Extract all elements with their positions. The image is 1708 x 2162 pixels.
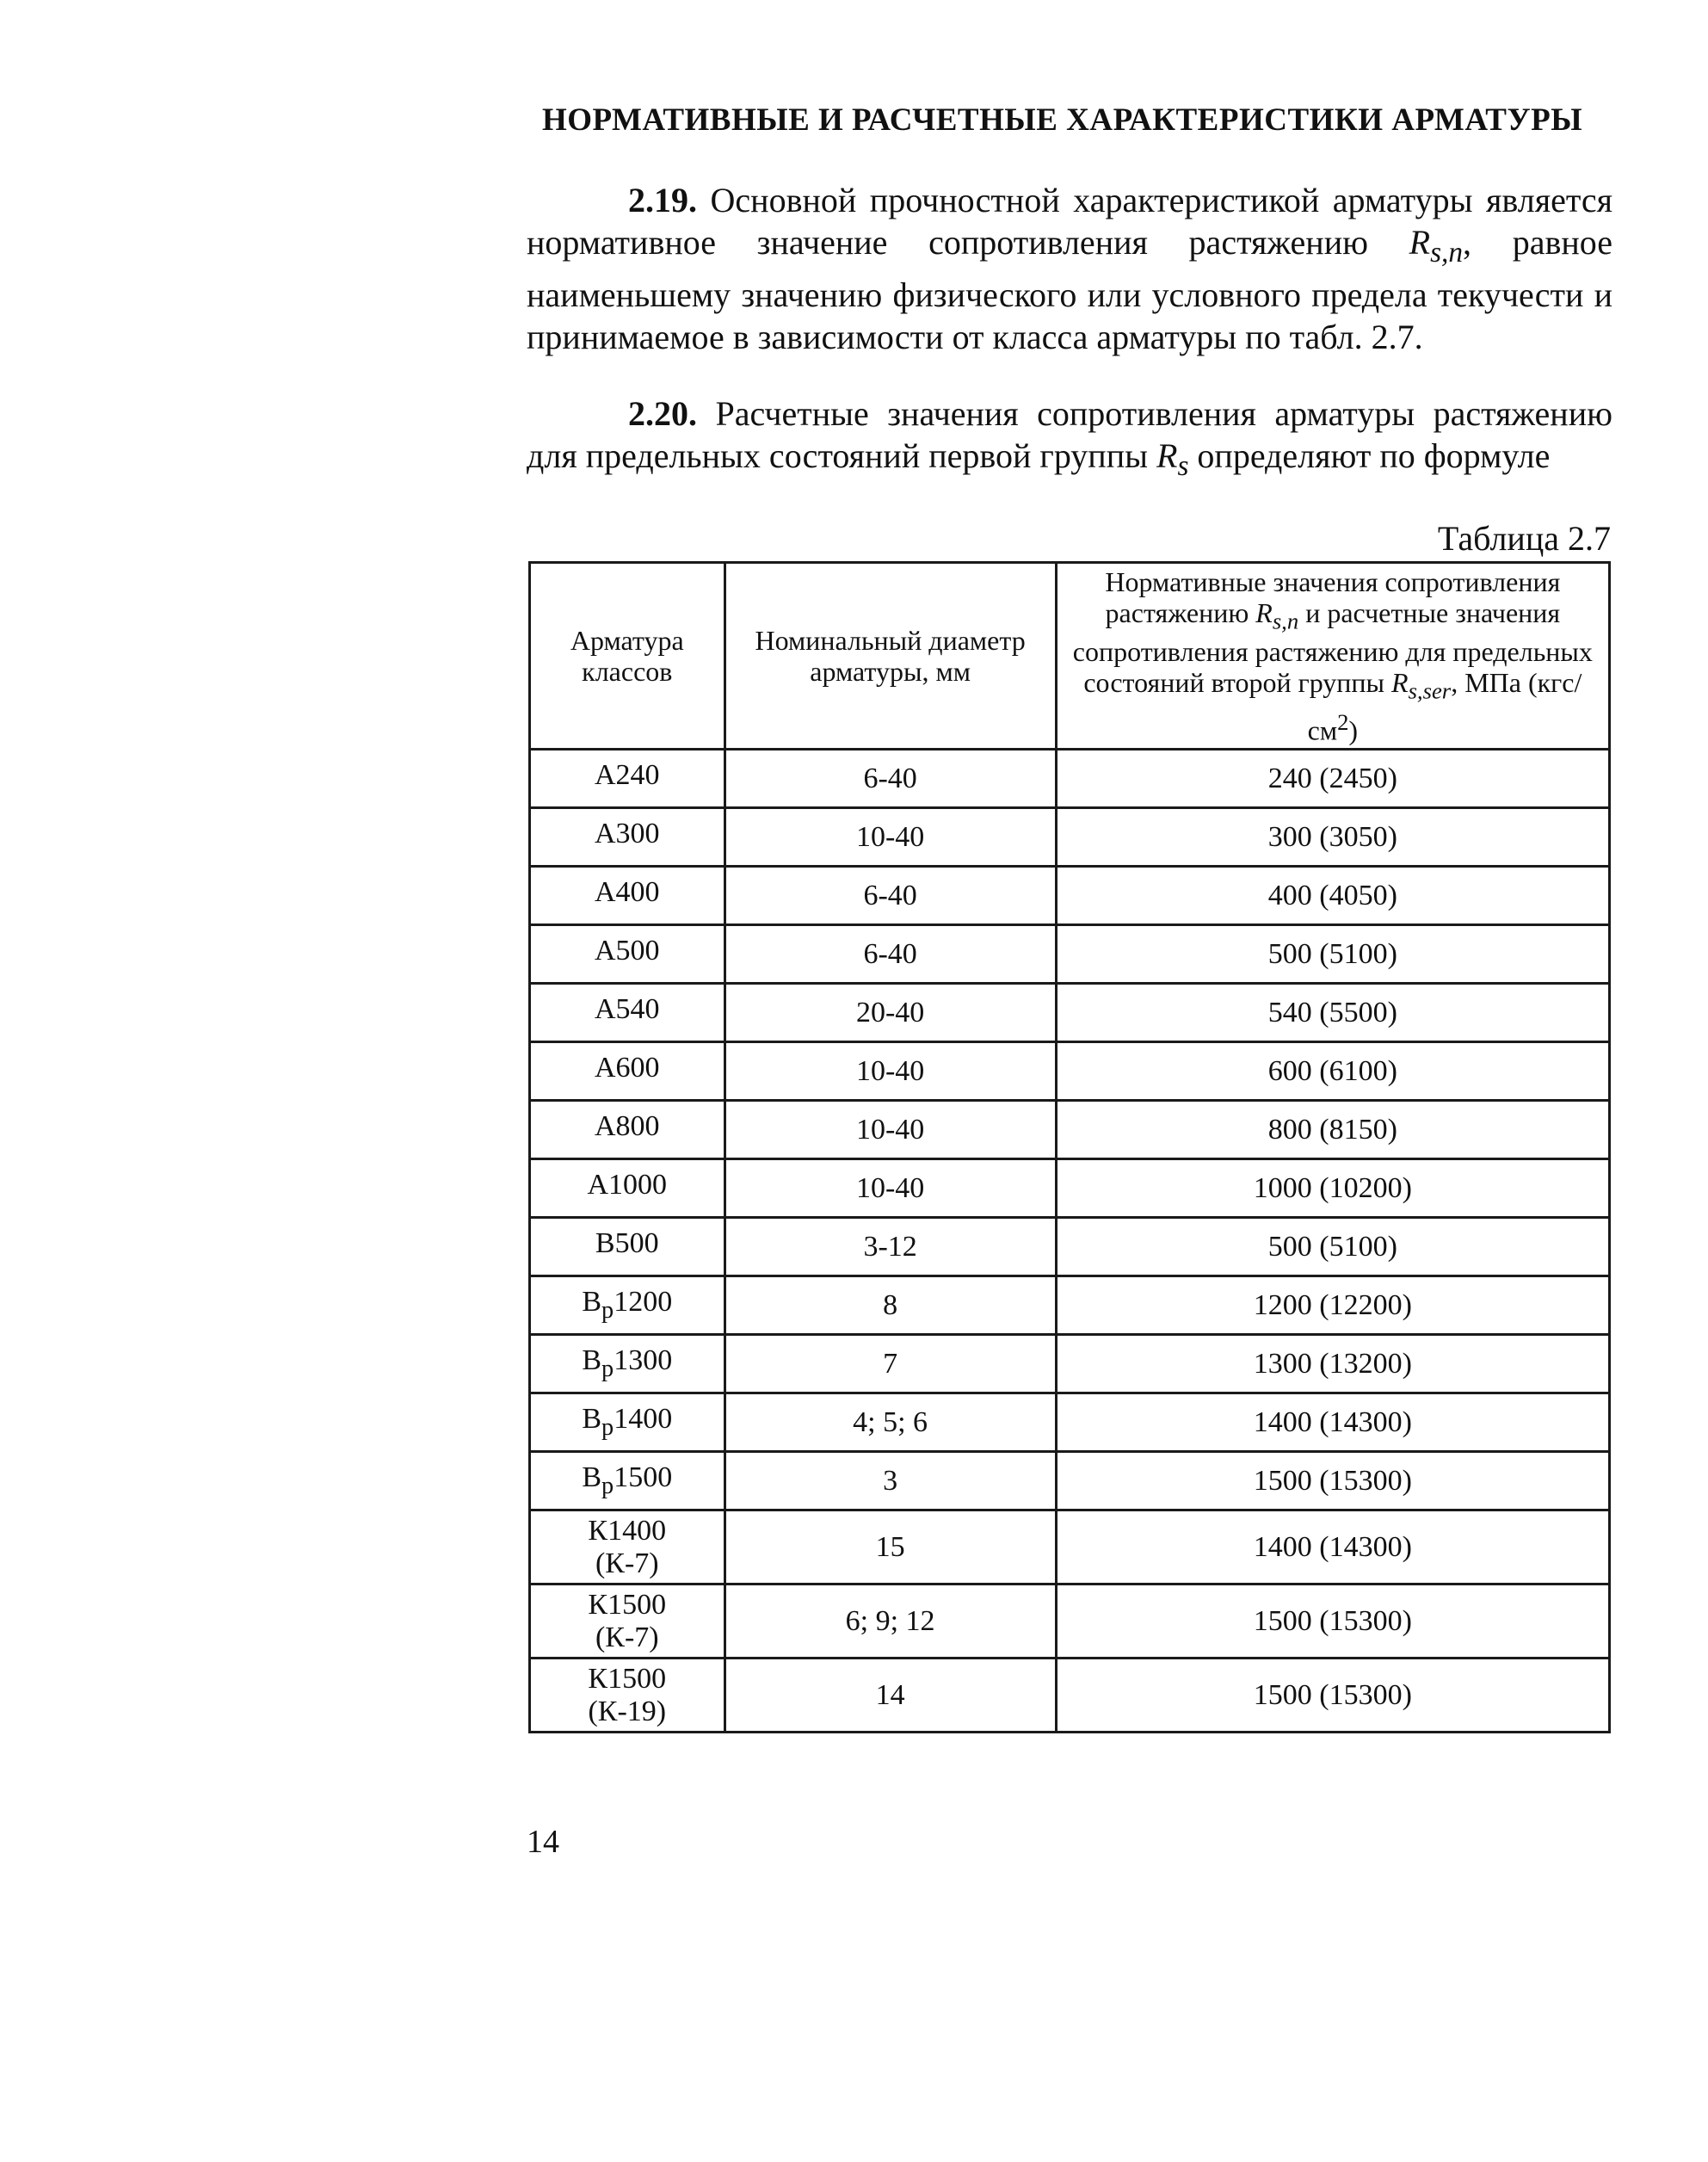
cell-diameter: 10-40 xyxy=(725,1159,1056,1218)
cell-class: А400 xyxy=(530,867,725,925)
table-row xyxy=(530,1276,1610,1335)
header-text: Нормативные значения сопротивления растяжению xyxy=(1105,565,1561,628)
cell-class: $В_р1500$ xyxy=(530,1452,725,1510)
symbol: R xyxy=(1391,667,1409,699)
paragraph-text: Расчетные значения сопротивления арматуры растяжению для предельных состояний первой группы xyxy=(527,394,1612,475)
cell-class: А800 xyxy=(530,1101,725,1159)
cell-diameter: 8 xyxy=(725,1276,1056,1335)
symbol: R xyxy=(1156,436,1178,475)
cell-class: $В_р1400$ xyxy=(530,1393,725,1452)
symbol-subscript: s,ser xyxy=(1408,677,1452,704)
table-row xyxy=(530,1584,1610,1659)
table-row xyxy=(530,1042,1610,1101)
paragraph-2-20 xyxy=(527,392,1612,487)
table-row xyxy=(530,808,1610,867)
cell-class: В500 xyxy=(530,1218,725,1276)
table-row xyxy=(530,1159,1610,1218)
cell-class: $В_р1300$ xyxy=(530,1335,725,1393)
header-text: и расчетные значения сопротивления растяжению для предельных состояний второй группы xyxy=(1072,596,1593,699)
cell-value: 500 (5100) xyxy=(1056,925,1609,984)
header-text: ) xyxy=(1348,714,1359,746)
cell-diameter: 6; 9; 12 xyxy=(725,1584,1056,1659)
cell-diameter: 14 xyxy=(725,1659,1056,1733)
header-diameter: Номинальный диаметр арматуры, мм xyxy=(725,563,1056,750)
symbol: R xyxy=(1255,596,1273,628)
cell-class: К1400 (К-7) xyxy=(530,1510,725,1584)
header-text: , МПа (кгс/см xyxy=(1307,667,1582,746)
cell-value: 800 (8150) xyxy=(1056,1101,1609,1159)
cell-value: 1400 (14300) xyxy=(1056,1510,1609,1584)
cell-class: А1000 xyxy=(530,1159,725,1218)
table-row xyxy=(530,750,1610,808)
cell-class: А600 xyxy=(530,1042,725,1101)
table-row xyxy=(530,1335,1610,1393)
cell-diameter: 6-40 xyxy=(725,750,1056,808)
cell-diameter: 4; 5; 6 xyxy=(725,1393,1056,1452)
cell-class: К1500 (К-7) xyxy=(530,1584,725,1659)
page-heading: НОРМАТИВНЫЕ И РАСЧЕТНЫЕ ХАРАКТЕРИСТИКИ АРМАТУРЫ xyxy=(542,102,1583,138)
cell-diameter: 7 xyxy=(725,1335,1056,1393)
cell-value: 1400 (14300) xyxy=(1056,1393,1609,1452)
cell-class: А540 xyxy=(530,984,725,1042)
cell-diameter: 20-40 xyxy=(725,984,1056,1042)
table-row xyxy=(530,925,1610,984)
cell-value: 1500 (15300) xyxy=(1056,1659,1609,1733)
reinforcement-table xyxy=(528,561,1611,1733)
paragraph-2-19 xyxy=(527,179,1612,358)
cell-value: 600 (6100) xyxy=(1056,1042,1609,1101)
table-row xyxy=(530,1659,1610,1733)
cell-class: А240 xyxy=(530,750,725,808)
cell-diameter: 10-40 xyxy=(725,808,1056,867)
cell-value: 500 (5100) xyxy=(1056,1218,1609,1276)
cell-diameter: 3 xyxy=(725,1452,1056,1510)
paragraph-text: определяют по формуле xyxy=(1188,436,1551,475)
cell-diameter: 6-40 xyxy=(725,867,1056,925)
table-row xyxy=(530,867,1610,925)
table-row xyxy=(530,1393,1610,1452)
paragraph-text: , равное наименьшему значению физического или условного предела текучести и принимаемое в зависимости от класса арматуры по табл. 2.7. xyxy=(527,223,1612,356)
cell-value: 1000 (10200) xyxy=(1056,1159,1609,1218)
cell-class: А300 xyxy=(530,808,725,867)
cell-class: А500 xyxy=(530,925,725,984)
table-row xyxy=(530,984,1610,1042)
header-class: Арматура классов xyxy=(530,563,725,750)
paragraph-number: 2.20. xyxy=(628,394,697,433)
cell-diameter: 15 xyxy=(725,1510,1056,1584)
cell-value: 300 (3050) xyxy=(1056,808,1609,867)
cell-value: 540 (5500) xyxy=(1056,984,1609,1042)
symbol-subscript: s xyxy=(1177,450,1189,482)
superscript: 2 xyxy=(1337,708,1349,735)
cell-diameter: 6-40 xyxy=(725,925,1056,984)
cell-value: 400 (4050) xyxy=(1056,867,1609,925)
symbol-subscript: s,n xyxy=(1272,608,1299,634)
table-row xyxy=(530,1218,1610,1276)
table-caption: Таблица 2.7 xyxy=(1437,519,1611,558)
table-row xyxy=(530,1510,1610,1584)
paragraph-text: Основной прочностной характеристикой арматуры является нормативное значение сопротивления растяжению xyxy=(527,181,1612,262)
cell-diameter: 10-40 xyxy=(725,1101,1056,1159)
table-header-row xyxy=(530,563,1610,750)
cell-class: К1500 (К-19) xyxy=(530,1659,725,1733)
page-number: 14 xyxy=(527,1824,559,1860)
cell-class: $В_р1200$ xyxy=(530,1276,725,1335)
symbol-subscript: s,n xyxy=(1430,237,1464,269)
cell-value: 1300 (13200) xyxy=(1056,1335,1609,1393)
paragraph-number: 2.19. xyxy=(628,181,697,219)
cell-value: 1200 (12200) xyxy=(1056,1276,1609,1335)
symbol: R xyxy=(1409,223,1431,262)
table-row xyxy=(530,1101,1610,1159)
cell-value: 1500 (15300) xyxy=(1056,1584,1609,1659)
table-row xyxy=(530,1452,1610,1510)
cell-value: 1500 (15300) xyxy=(1056,1452,1609,1510)
header-resistance xyxy=(1056,563,1609,750)
cell-value: 240 (2450) xyxy=(1056,750,1609,808)
cell-diameter: 10-40 xyxy=(725,1042,1056,1101)
cell-diameter: 3-12 xyxy=(725,1218,1056,1276)
